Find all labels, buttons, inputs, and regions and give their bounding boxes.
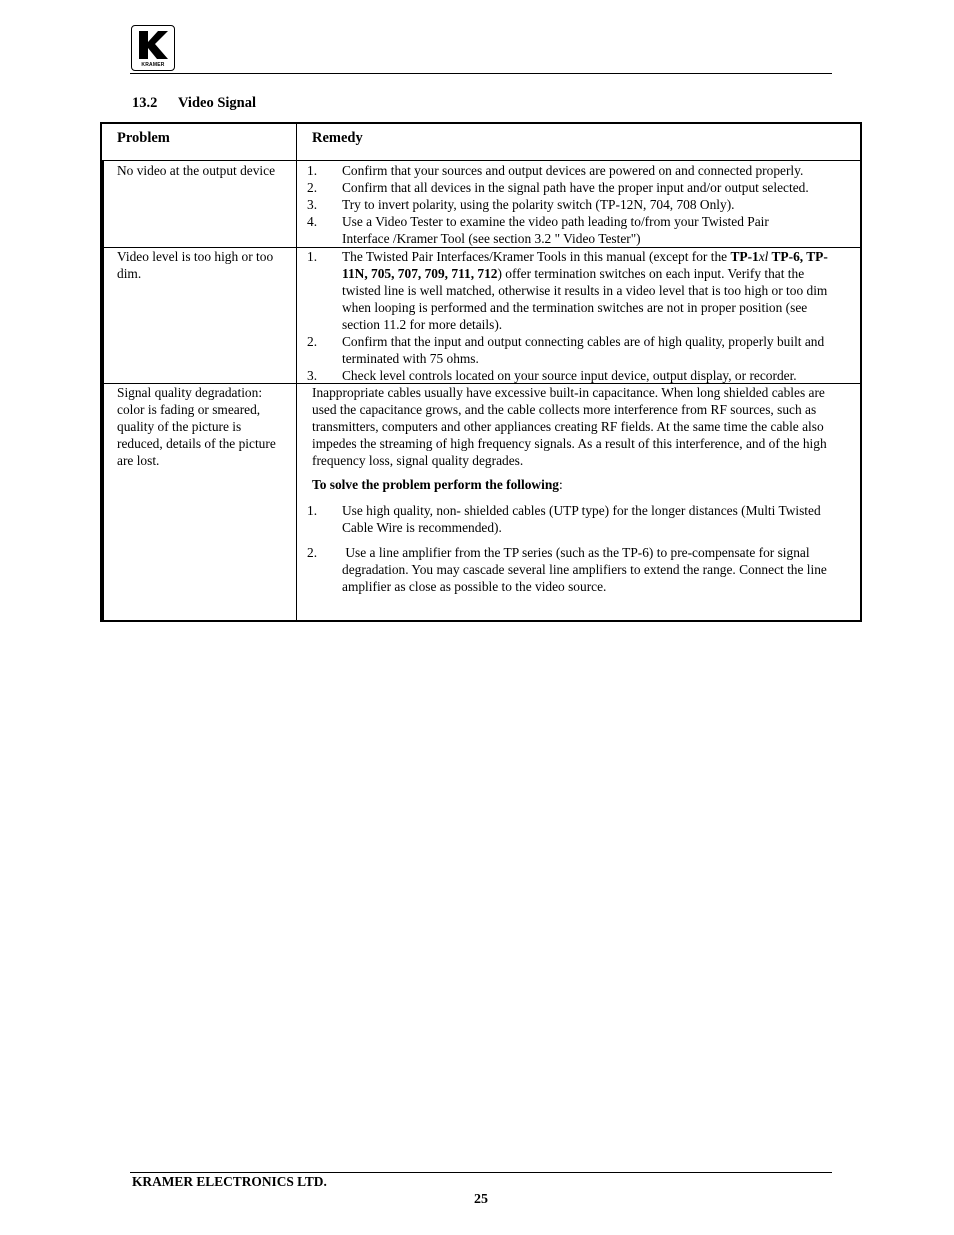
remedy-cell [307, 248, 857, 384]
item-number: 2. [307, 180, 318, 195]
solve-instruction [307, 476, 857, 493]
item-number: 4. [307, 214, 318, 229]
column-divider [296, 124, 297, 620]
problem-cell: No video at the output device [117, 163, 276, 178]
item-number: 1. [307, 249, 318, 264]
page-number: 25 [474, 1192, 488, 1207]
item-text: Use high quality, non- shielded cables (UTP type) for the longer distances (Multi Twisted Cable Wire is recommended). [342, 503, 821, 535]
list-item [307, 367, 857, 384]
item-number: 3. [307, 197, 318, 212]
section-heading [132, 95, 256, 112]
model-list: TP-6, TP-11N, 705, 707, 709, 711, 712 [342, 249, 828, 281]
header-divider [102, 160, 860, 161]
list-item [307, 502, 857, 536]
list-item [307, 179, 857, 196]
solve-colon: : [558, 477, 563, 492]
troubleshooting-table [100, 122, 862, 622]
logo-text: KRAMER [141, 62, 165, 68]
model-suffix: xl [758, 249, 769, 264]
item-number: 1. [307, 503, 318, 518]
problem-cell: Signal quality degradation: color is fading or smeared, quality of the picture is reduced, details of the picture are lost. [117, 385, 276, 468]
remedy-list [307, 162, 857, 247]
item-number: 3. [307, 368, 318, 383]
section-number: 13.2 [132, 95, 158, 111]
section-title: Video Signal [178, 95, 257, 111]
item-text: Confirm that your sources and output devices are powered on and connected properly. [342, 163, 804, 178]
kramer-k-icon [136, 29, 170, 61]
item-text: Confirm that all devices in the signal path have the proper input and/or output selected. [342, 180, 809, 195]
intro-paragraph: Inappropriate cables usually have excessive built-in capacitance. When long shielded cables are used the capacitance grows, and the cable collects more interference from RF sources, such as transmitters, computers and other appliances creating RF fields. At the same time the cable also impedes the streaming of high frequency signals. As a result of this interference, and of the high frequency loss, signal quality degrades. [312, 385, 827, 468]
item-text: Try to invert polarity, using the polarity switch (TP-12N, 704, 708 Only). [342, 197, 735, 212]
solve-label: To solve the problem perform the following [312, 477, 559, 492]
remedy-cell [307, 162, 857, 247]
item-text: Check level controls located on your source input device, output display, or recorder. [342, 368, 797, 383]
list-item [307, 162, 857, 179]
column-header-problem: Problem [117, 130, 170, 146]
item-text: The Twisted Pair Interfaces/Kramer Tools in this manual (except for the [342, 249, 731, 264]
header-rule [130, 73, 832, 74]
item-text: Confirm that the input and output connecting cables are of high quality, properly built and terminated with 75 ohms. [342, 334, 825, 366]
item-text: Use a Video Tester to examine the video path leading to/from your Twisted Pair Interface /Kramer Tool (see section 3.2 " Video Tester") [342, 214, 769, 246]
footer-company: KRAMER ELECTRONICS LTD. [132, 1174, 327, 1189]
list-item [307, 196, 857, 213]
model-name: TP-1 [730, 249, 759, 264]
item-number: 2. [307, 545, 318, 560]
remedy-list [307, 502, 857, 595]
table-left-border [102, 160, 104, 620]
kramer-logo [131, 25, 175, 71]
remedy-cell [307, 384, 857, 595]
item-text: Use a line amplifier from the TP series (such as the TP-6) to pre-compensate for signal degradation. You may cascade several line amplifiers to extend the range. Connect the line amplifier as close as possible to the video source. [342, 545, 831, 594]
item-number: 1. [307, 163, 318, 178]
list-item [307, 213, 857, 247]
remedy-list [307, 248, 857, 384]
item-text: ) offer termination switches on each input. Verify that the twisted line is well matched, otherwise it results in a video level that is too high or too dim when looping is performed and the termination switches are not in proper position (see section 11.2 for more details). [342, 266, 828, 332]
column-header-remedy: Remedy [312, 130, 363, 146]
list-item [307, 333, 857, 367]
footer-rule [130, 1172, 832, 1173]
list-item [307, 544, 857, 595]
problem-cell: Video level is too high or too dim. [117, 249, 274, 281]
item-number: 2. [307, 334, 318, 349]
list-item [307, 248, 857, 333]
